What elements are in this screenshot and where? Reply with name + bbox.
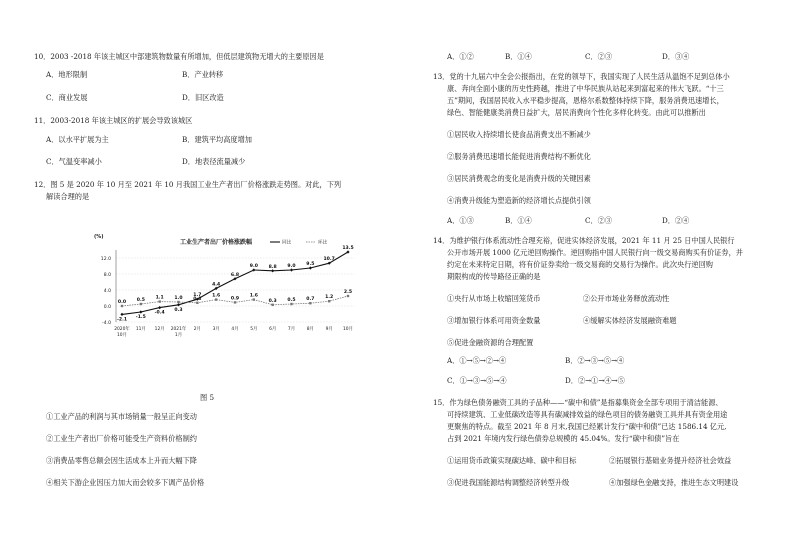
- data-label: 8.8: [268, 264, 277, 270]
- data-point-mom: [290, 303, 292, 305]
- x-tick-sublabel: 1月: [174, 333, 183, 338]
- q14-option-c: C．①→③→⑤→④: [447, 376, 507, 385]
- y-tick-label: 8.0: [103, 272, 111, 278]
- q13-statement-4: ④消费升级能为塑造新的经济增长点提供引领: [447, 196, 591, 205]
- data-point-mom: [328, 300, 330, 302]
- data-label: -0.4: [154, 310, 165, 316]
- data-point-mom: [196, 302, 198, 304]
- q11-option-d: D．地表径流量减少: [182, 157, 246, 166]
- q13-option-a: A．①③: [447, 216, 474, 225]
- data-point-mom: [234, 301, 236, 303]
- q12-statement-3: ③消费品零售总额会因生活成本上升而大幅下降: [46, 456, 197, 465]
- data-point-mom: [121, 305, 123, 307]
- x-tick-label: 12月: [154, 327, 165, 332]
- x-tick-label: 9月: [325, 327, 333, 332]
- x-axis: [114, 325, 353, 338]
- data-point-mom: [271, 304, 273, 306]
- q15-statement-4: ④加强绿色金融支持，推进生态文明建设: [609, 478, 739, 487]
- data-point-yoy: [139, 310, 142, 313]
- q13-option-b: B．①④: [505, 216, 532, 225]
- q13-option-c: C．②③: [585, 216, 613, 225]
- y-tick-label: 0.0: [103, 304, 111, 310]
- data-label: 9.0: [287, 264, 296, 269]
- data-point-mom: [347, 295, 349, 297]
- data-point-yoy: [120, 313, 123, 316]
- q13-option-d: D．②④: [662, 216, 690, 225]
- q10-stem: 10．2003 -2018 年该主城区中部建筑物数量有所增加，但低层建筑物无增大的主要原因是: [34, 52, 324, 61]
- data-point-mom: [309, 302, 311, 304]
- x-tick-label: 4月: [231, 327, 239, 332]
- legend-label: 环比: [318, 240, 328, 246]
- q15-stem-line3: 更聚焦的特点。截至 2021 年 8 月末,我国已经累计发行“碳中和债”已达 1586.14 亿元,: [447, 422, 727, 431]
- data-point-mom: [177, 301, 179, 303]
- data-label: 1.0: [174, 296, 183, 301]
- data-label: 0.5: [136, 298, 145, 303]
- data-label: 10.7: [323, 257, 335, 263]
- q14-statement-2: ②公开市场业务释放流动性: [583, 294, 670, 303]
- q12-statement-1: ①工业产品的利润与其市场销量一般呈正向变动: [46, 412, 197, 421]
- x-tick-label: 11月: [135, 327, 146, 332]
- y-tick-label: -4.0: [102, 320, 111, 326]
- x-tick-label: 8月: [306, 327, 314, 332]
- data-label: 0.3: [174, 307, 183, 313]
- q10-option-a: A．地形限制: [46, 70, 88, 79]
- q14-option-a: A．①→⑤→②→④: [447, 356, 507, 365]
- chart-title: 工业生产者出厂价格涨跌幅: [180, 239, 253, 246]
- q14-statement-1: ①央行从市场上收缩回笼货币: [447, 294, 541, 303]
- q13-statement-3: ③居民消费观念的变化是消费升级的关键因素: [447, 174, 591, 183]
- q12-option-d: D．③④: [662, 52, 690, 61]
- data-label: 1.7: [193, 293, 202, 299]
- q12-option-c: C．②③: [585, 52, 613, 61]
- x-tick-sublabel: 10月: [117, 333, 127, 338]
- x-tick-label: 2021年: [170, 327, 187, 332]
- q14-stem-line4: 期限构成的传导路径正确的是: [447, 272, 541, 281]
- q12-statement-4: ④相关下游企业因压力加大而会较多下调产品价格: [46, 478, 205, 487]
- q11-option-c: C．气温变率减小: [46, 157, 102, 166]
- q10-option-d: D．旧区改造: [182, 93, 224, 102]
- q12-stem-line2: 解读合理的是: [46, 192, 90, 201]
- q15-stem-line1: 15．作为绿色债务融资工具的子品种——“碳中和债”是指募集资金全部专项用于清洁能源、: [433, 398, 723, 407]
- q12-option-b: B．①④: [505, 52, 532, 61]
- q15-stem-line4: 占到 2021 年境内发行绿色债券总规模的 45.04%。发行“碳中和债”旨在: [447, 434, 680, 443]
- price-chart: [92, 232, 360, 342]
- q14-stem-line3: 约定在未来特定日期，将有价证券卖给一级交易商的交易行为操作。此次央行逆回购: [447, 260, 713, 269]
- figure-caption: 图 5: [200, 393, 215, 402]
- x-tick-label: 6月: [269, 327, 277, 332]
- data-label: 13.5: [342, 246, 354, 251]
- data-point-mom: [253, 298, 255, 300]
- q12-stem-line1: 12．图 5 是 2020 年 10 月至 2021 年 10 月我国工业生产者出厂价格涨跌走势图。对此，下列: [34, 180, 342, 189]
- q14-statement-5: ⑤促进金融资源的合理配置: [447, 338, 534, 347]
- q11-option-b: B．建筑平均高度增加: [182, 135, 252, 144]
- x-tick-label: 5月: [250, 327, 258, 332]
- chart-legend: [270, 239, 328, 246]
- q15-statement-1: ①运用货币政策实现碳达峰、碳中和目标: [447, 456, 577, 465]
- q10-option-c: C．商业发展: [46, 93, 88, 102]
- data-label: 0.0: [117, 300, 127, 305]
- plot-area: [117, 245, 354, 322]
- x-tick-label: 3月: [212, 327, 220, 332]
- data-label: 1.1: [155, 295, 164, 301]
- q14-option-d: D．②→①→④→⑤: [565, 376, 625, 385]
- q12-option-a: A．①②: [447, 52, 474, 61]
- q12-statement-2: ②工业生产者出厂价格可能受生产资料价格制约: [46, 434, 197, 443]
- q11-option-a: A．以水平扩展为主: [46, 135, 109, 144]
- q13-statement-1: ①居民收入持续增长使食品消费支出不断减少: [447, 130, 591, 139]
- q13-stem-line1: 13．党的十九届六中全会公报指出，在党的领导下，我国实现了人民生活从温饱不足到总体小: [433, 72, 730, 81]
- q15-statement-3: ③促进我国能源结构调整经济转型升级: [447, 478, 570, 487]
- y-tick-label: 12.0: [100, 256, 111, 262]
- data-label: 0.8: [193, 296, 202, 302]
- data-point-mom: [158, 300, 160, 302]
- q13-stem-line2: 康、奔向全面小康的历史性跨越，推进了中华民族从站起来到富起来的伟大飞跃。“十三: [447, 84, 724, 93]
- chart-unit: (%): [94, 234, 104, 240]
- data-label: 1.6: [212, 293, 221, 299]
- data-point-yoy: [158, 306, 161, 309]
- q13-stem-line4: 绿色、智能健康类消费日益扩大，居民消费向个性化多样化转变。由此可以推断出: [447, 108, 706, 117]
- data-point-mom: [140, 303, 142, 305]
- q11-stem: 11．2003-2018 年该主城区的扩展会导致该城区: [34, 116, 193, 125]
- q10-option-b: B．产业转移: [182, 70, 224, 79]
- data-label: 4.4: [212, 282, 221, 288]
- q15-statement-2: ②拓展银行基础业务提升经济社会效益: [609, 456, 732, 465]
- data-label: 6.8: [230, 272, 240, 278]
- data-label: 1.2: [325, 295, 334, 301]
- q14-option-b: B．②→③→⑤→④: [565, 356, 625, 365]
- q13-statement-2: ②服务消费迅速增长能促进消费结构不断优化: [447, 152, 591, 161]
- legend-label: 同比: [282, 240, 292, 246]
- data-label: 1.6: [249, 293, 258, 299]
- q14-statement-3: ③增加银行体系可用资金数量: [447, 316, 541, 325]
- y-tick-label: 4.0: [103, 288, 111, 294]
- q14-statement-4: ④缓解实体经济发展融资难题: [583, 316, 677, 325]
- data-label: 0.5: [287, 298, 296, 303]
- q14-stem-line2: 公开市场开展 1000 亿元逆回购操作。逆回购指中国人民银行向一级交易商购买有价证券，并: [447, 248, 743, 257]
- data-point-mom: [215, 298, 217, 300]
- data-label: 9.0: [249, 264, 258, 269]
- x-tick-label: 7月: [287, 327, 296, 332]
- x-tick-label: 2020年: [114, 327, 130, 332]
- q13-stem-line3: 五”期间，我国居民收入水平稳步提高，恩格尔系数整体持续下降，服务消费迅速增长，: [447, 96, 724, 105]
- x-tick-label: 2月: [193, 327, 201, 332]
- data-label: 9.5: [306, 262, 315, 267]
- data-label: 0.9: [230, 296, 240, 302]
- q15-stem-line2: 可持续建筑、工业低碳改造等具有碳减排效益的绿色项目的债务融资工具并具有资金用途: [447, 410, 728, 419]
- data-label: 2.5: [343, 290, 353, 295]
- data-label: 0.7: [306, 297, 315, 303]
- q14-stem-line1: 14．为维护银行体系流动性合理充裕，促进实体经济发展，2021 年 11 月 25 日中国人民银行: [433, 236, 735, 245]
- data-label: -2.1: [116, 317, 128, 323]
- x-tick-label: 10月: [343, 327, 353, 332]
- data-label: -1.5: [135, 315, 146, 320]
- data-label: 0.3: [268, 298, 277, 304]
